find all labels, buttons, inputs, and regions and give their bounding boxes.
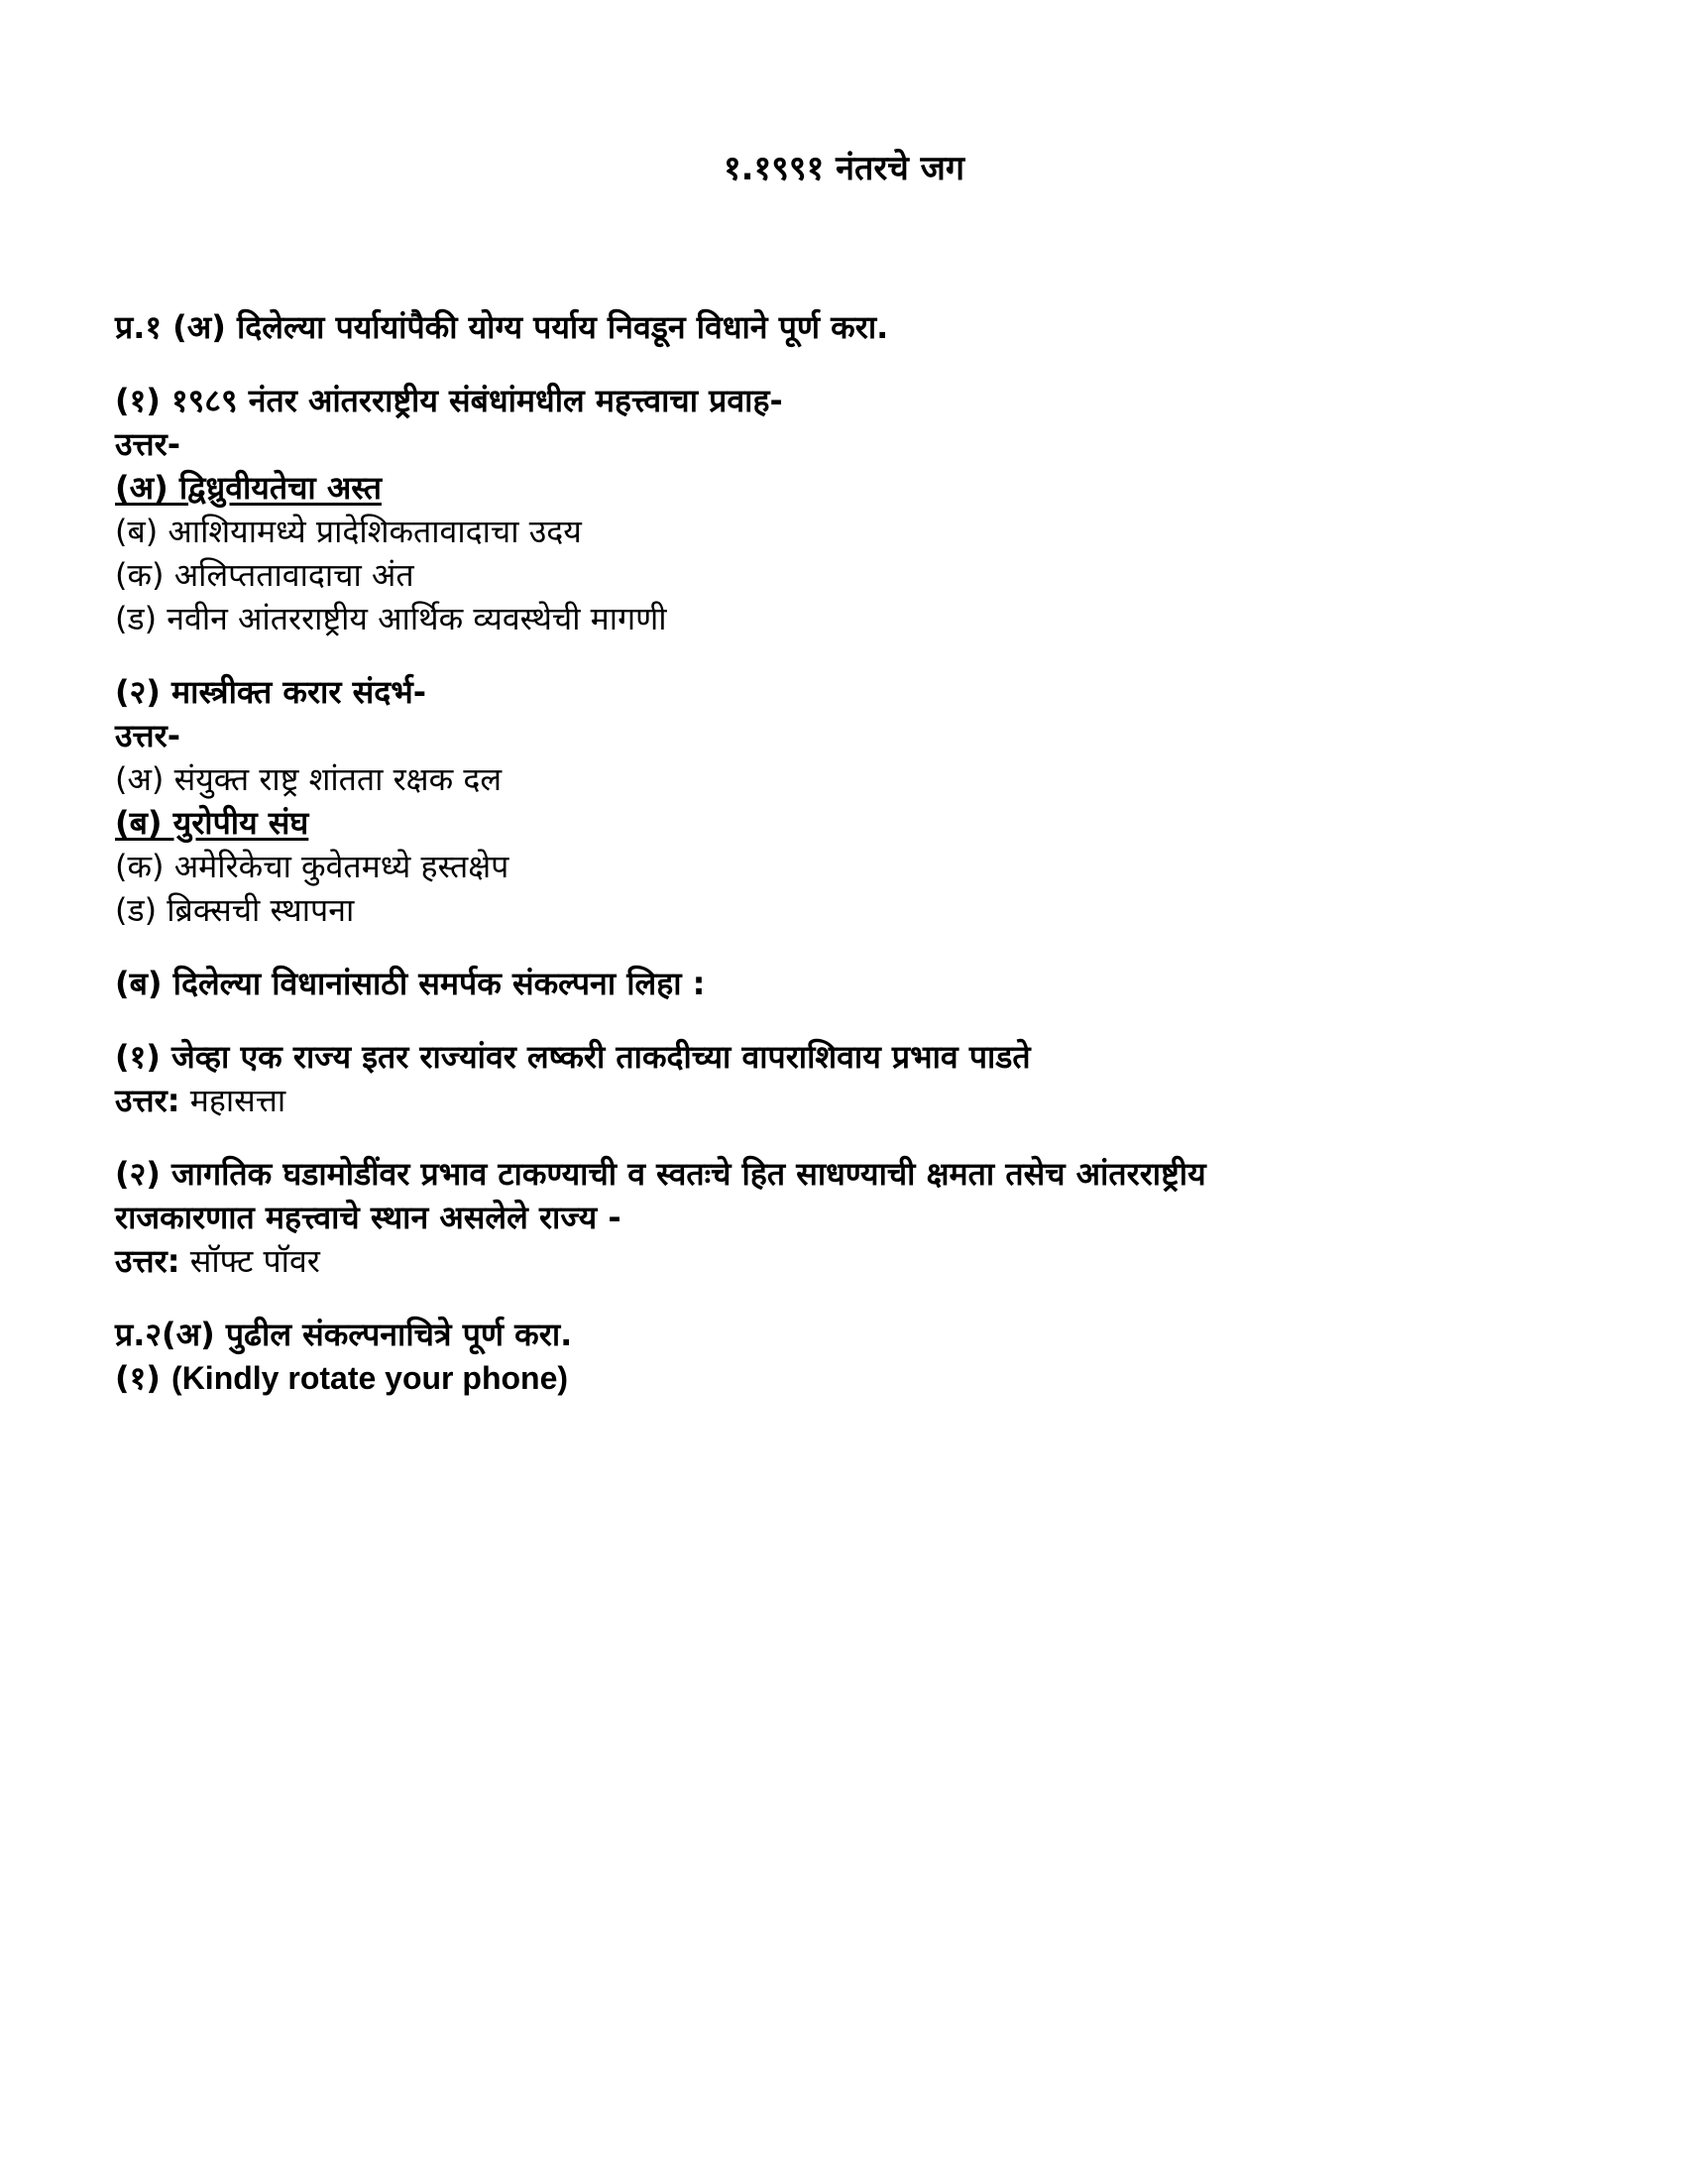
q1-item2-question: (२) मास्त्रीक्त करार संदर्भ- <box>115 673 426 711</box>
q2-item1-note: (Kindly rotate your phone) <box>171 1360 569 1396</box>
q1b-item2-answer <box>115 1239 1582 1283</box>
q1-item2-answer-label: उत्तर- <box>115 717 181 754</box>
q1b-item1-question: (१) जेव्हा एक राज्य इतर राज्यांवर लष्करी ताकदीच्या वापराशिवाय प्रभाव पाडते <box>115 1038 1031 1076</box>
answer-text: सॉफ्ट पॉवर <box>179 1242 320 1280</box>
q1-item1-option: (ब) आशियामध्ये प्रादेशिकतावादाचा उदय <box>115 513 582 550</box>
q1b-item2-question-line2: राजकारणात महत्त्वाचे स्थान असलेले राज्य - <box>115 1199 621 1236</box>
q1-item2-option-correct: (ब) युरोपीय संघ <box>115 804 309 842</box>
q1-item2-option: (क) अमेरिकेचा कुवेतमध्ये हस्तक्षेप <box>115 848 509 885</box>
q1-item1-option-correct: (अ) द्विध्रुवीयतेचा अस्त <box>115 469 382 507</box>
q2-item1 <box>115 1356 1582 1400</box>
q1-item1-option: (क) अलिप्ततावादाचा अंत <box>115 556 414 594</box>
answer-text: महासत्ता <box>179 1082 286 1119</box>
q1b-item2-question-line1: (२) जागतिक घडामोडींवर प्रभाव टाकण्याची व स्वतःचे हित साधण्याची क्षमता तसेच आंतरराष्ट्रीय <box>115 1155 1206 1193</box>
q1-item1-option: (ड) नवीन आंतरराष्ट्रीय आर्थिक व्यवस्थेची मागणी <box>115 600 667 637</box>
q1b-item1-answer <box>115 1079 1582 1122</box>
q1-item1-question: (१) १९८९ नंतर आंतरराष्ट्रीय संबंधांमधील महत्त्वाचा प्रवाह- <box>115 382 783 419</box>
q1b-heading: (ब) दिलेल्या विधानांसाठी समर्पक संकल्पना लिहा : <box>115 965 706 1002</box>
answer-label: उत्तर: <box>115 1242 180 1280</box>
page-title: १.१९९१ नंतरचे जग <box>723 149 965 188</box>
document-body <box>115 305 1582 1400</box>
q2-heading: प्र.२(अ) पुढील संकल्पनाचित्रे पूर्ण करा. <box>115 1316 573 1353</box>
answer-label: उत्तर: <box>115 1082 180 1119</box>
q1-item2-option: (अ) संयुक्त राष्ट्र शांतता रक्षक दल <box>115 760 503 798</box>
q1-item2-option: (ड) ब्रिक्सची स्थापना <box>115 891 355 929</box>
q1-item1-answer-label: उत्तर- <box>115 425 181 463</box>
q2-item1-marker: (१) <box>115 1359 172 1397</box>
q1-heading: प्र.१ (अ) दिलेल्या पर्यायांपैकी योग्य पर्याय निवडून विधाने पूर्ण करा. <box>115 308 889 346</box>
